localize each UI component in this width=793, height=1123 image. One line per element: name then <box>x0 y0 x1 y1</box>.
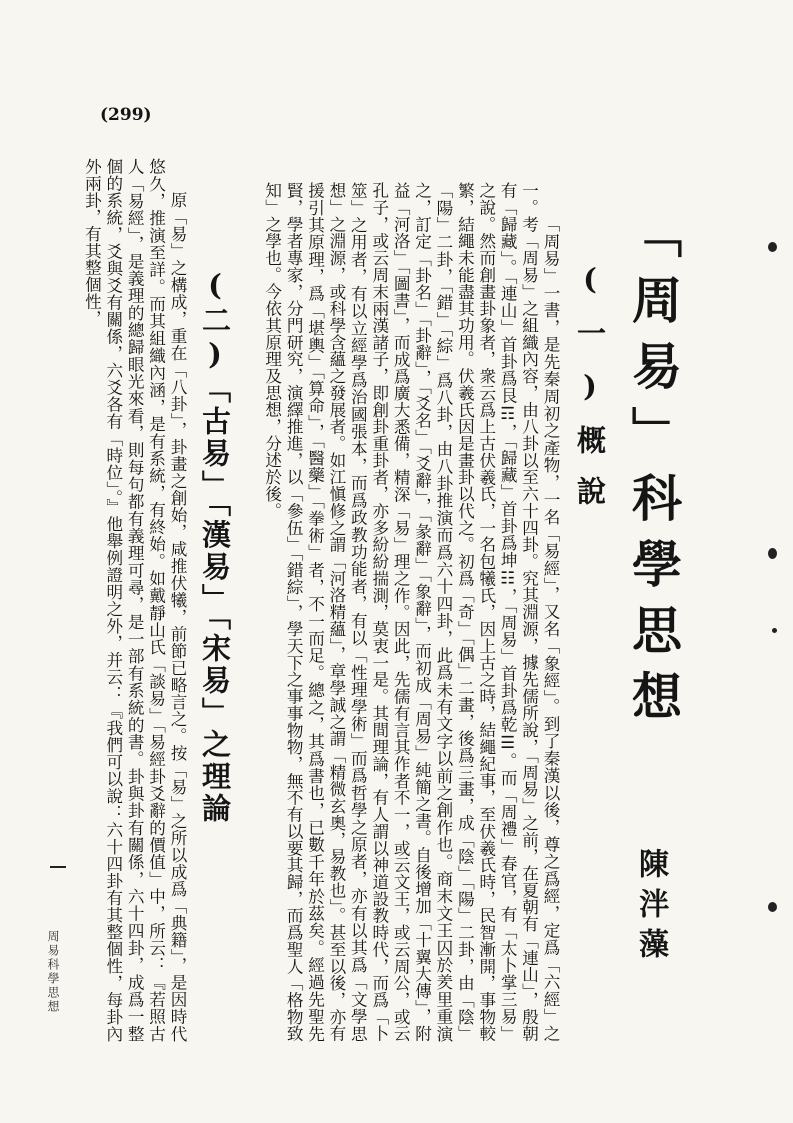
paragraph-1 <box>240 182 561 1042</box>
paragraph-1-text: 「周易」一書，是先秦周初之產物，一名「易經」，又名「象經」。到了秦漢以後，尊之爲經，定爲「六經」之一。考「周易」之組織內容，由八卦以至六十四卦。究其淵源，據先儒所說，「周易」之前，在夏朝有「連山」，殷朝有「歸藏」。「連山」首卦爲艮☶，「歸藏」首卦爲坤☷，「周易」首卦爲乾☰。而「周禮」春官，有「太卜掌三易」之說。然而創畫卦象者，衆云爲上古伏羲氏，一名包犧氏，因上古之時，結繩紀事，至伏羲氏時，民智漸開，事物較繁，結繩未能盡其功用。伏羲氏因是畫卦以代之。初爲「奇」「偶」二畫，後爲三畫，成「陰」「陽」二卦，由「陰」「陽」二卦，「錯」「綜」爲八卦，由八卦推演而爲六十四卦，此爲未有文字以前之創作也。商末文王囚於羑里重演之，訂定「卦名」「卦辭」，「爻名」「爻辭」，「彖辭」「象辭」，而初成「周易」純簡之書。自後增加「十翼大傳」，附益「河洛」「圖書」，而成爲廣大悉備，精深「易」理之作。因此，先儒有言其作者不一，或云文王，或云周公，或云孔子，或云周末兩漢諸子，即創卦重卦者，亦多紛紛揣測，莫衷一是。其間理論，有人謂以神道設教時代，而爲「卜筮」之用者，有以立經學爲治國張本，而爲政教功能者，有以「性理學術」而爲哲學之原者，亦有以其爲「文學思想」之淵源，或科學含蘊之發展者。如江愼修之謂「河洛精蘊」，章學誠之謂「精微玄奧，易教也」。甚至以後，亦有援引其原理，爲「堪輿」「算命」，「醫藥」「拳術」者，不一而足。總之，其爲書也，已數千年於茲矣。經過先聖先賢，學者專家，分門研究，演繹推進，以「參伍」「錯綜」，學天下之事事物物，無不有以要其歸，而爲聖人「格物致知」之學也。今依其原理及思想，分述於後。 <box>262 182 560 1042</box>
binding-hole-mark <box>768 902 777 912</box>
article-title: 「周易」科學思想 <box>624 208 683 736</box>
page-number: (299) <box>100 105 152 125</box>
author-name: 陳泮藻 <box>633 848 668 968</box>
paragraph-2-text: 原「易」之構成，重在「八卦」，卦畫之創始，咸推伏犧，前節已略言之。按「易」之所以成爲「典籍」，是因時代悠久，推演至詳。而其組織內涵，是有系統，有終始。如戴靜山氏「談易」「易經卦爻辭的價值」中，所云：『若照古人「易經」，是義理的總歸眼光來看，則每句都有義理可尋，是一部有系統的書。卦與卦有關係，六十四卦，成爲一整個的系統，爻與爻有關係，六爻各有「時位」。』他舉例證明之外，并云：『我們可以說：六十四卦有其整個性，每卦內外兩卦，有其整個性， <box>82 158 187 1042</box>
binding-hole-mark <box>768 548 777 559</box>
continuation-mark <box>50 866 66 868</box>
binding-hole-mark <box>768 242 777 252</box>
running-footer: 周易科學思想 <box>46 930 60 1014</box>
section-2-heading: (二)「古易」「漢易」「宋易」之理論 <box>198 268 232 825</box>
section-1-heading: (一)概說 <box>573 262 607 527</box>
paragraph-2 <box>80 158 188 1042</box>
binding-hole-mark <box>772 628 777 633</box>
